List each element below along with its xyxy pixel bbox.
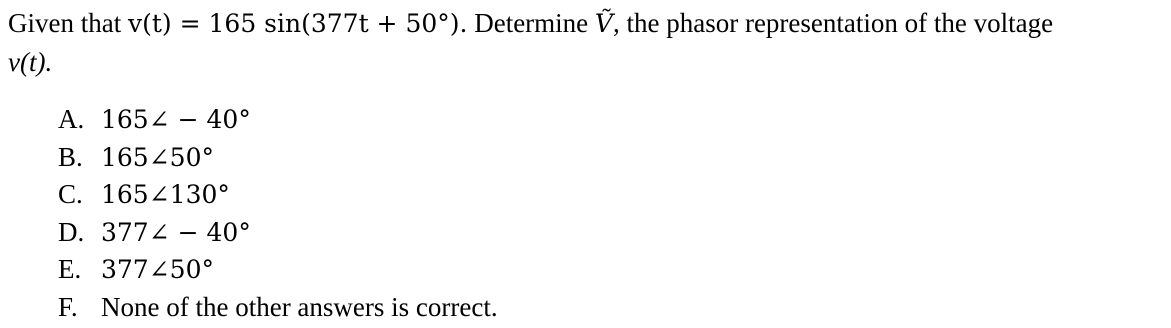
- choice-letter: F.: [58, 291, 78, 322]
- choice-d[interactable]: [58, 214, 1158, 252]
- choice-f[interactable]: [58, 289, 1158, 327]
- choice-letter: B.: [58, 141, 83, 172]
- answer-choices: [58, 101, 1158, 326]
- choice-text: 377∠ − 40°: [101, 217, 251, 247]
- choice-b[interactable]: [58, 139, 1158, 177]
- choice-a[interactable]: [58, 101, 1158, 139]
- question-text: [8, 4, 1168, 82]
- voltage-expression: v(t) = 165 sin(377t + 50°).: [127, 9, 468, 38]
- question-line2-text: v(t).: [8, 47, 53, 77]
- choice-text: 165∠130°: [101, 180, 230, 209]
- phasor-symbol: Ṽ: [594, 9, 613, 38]
- choice-c[interactable]: [58, 176, 1158, 214]
- choice-letter: D.: [58, 216, 85, 247]
- choice-text: 377∠50°: [101, 255, 214, 284]
- choice-text: None of the other answers is correct.: [101, 291, 498, 322]
- choice-text: 165∠50°: [101, 142, 214, 172]
- choice-text: 165∠ − 40°: [101, 105, 251, 134]
- choice-e[interactable]: [58, 251, 1158, 289]
- question-line-2: [8, 43, 1168, 82]
- question-line-1: [8, 4, 1168, 43]
- question-prefix: Given that: [8, 8, 128, 38]
- choice-letter: C.: [58, 179, 83, 209]
- choice-letter: E.: [58, 254, 82, 284]
- question-suffix: , the phasor representation of the voltage: [612, 8, 1054, 38]
- question-middle: Determine: [467, 8, 595, 38]
- choice-letter: A.: [58, 104, 85, 134]
